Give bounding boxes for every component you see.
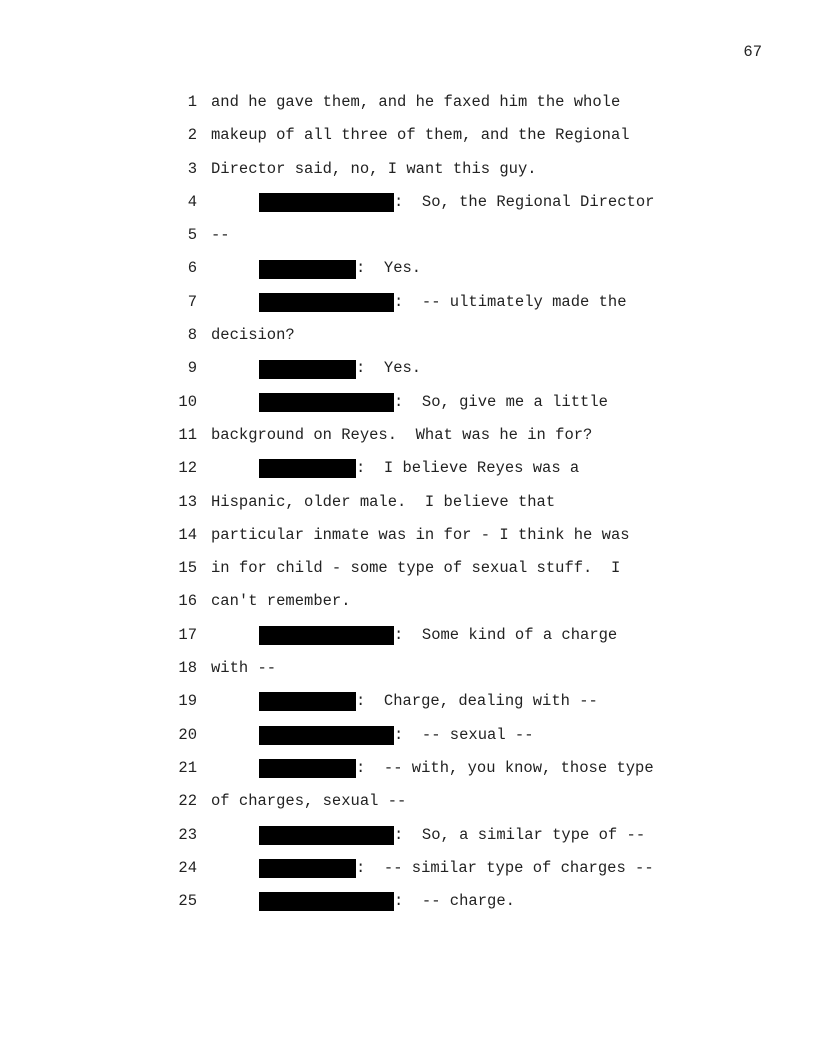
line-number: 16 (178, 592, 197, 611)
line-text: Director said, no, I want this guy. (211, 159, 537, 178)
speech-text: : -- similar type of charges -- (356, 858, 654, 877)
speech-text: : -- with, you know, those type (356, 758, 654, 777)
line-number: 19 (178, 692, 197, 711)
speaker-name-redaction (259, 726, 394, 745)
speech-text: : Yes. (356, 259, 422, 278)
line-number: 6 (187, 259, 197, 278)
speech-text: : -- ultimately made the (394, 292, 627, 311)
line-number: 20 (178, 725, 197, 744)
speaker-turn (259, 286, 627, 319)
transcript-line (0, 585, 816, 618)
transcript-line (0, 519, 816, 552)
transcript-line (0, 286, 816, 319)
line-number: 24 (178, 858, 197, 877)
speaker-name-redaction (259, 892, 394, 911)
speech-text: : Yes. (356, 359, 422, 378)
speaker-name-redaction (259, 459, 356, 478)
speaker-name-redaction (259, 626, 394, 645)
transcript-line (0, 452, 816, 485)
line-number: 8 (187, 326, 197, 345)
speaker-turn (259, 386, 608, 419)
speech-text: : So, a similar type of -- (394, 825, 646, 844)
speaker-turn (259, 352, 421, 385)
speaker-name-redaction (259, 692, 356, 711)
line-number: 21 (178, 758, 197, 777)
speech-text: : So, the Regional Director (394, 192, 655, 211)
speaker-turn (259, 685, 598, 718)
transcript-line (0, 86, 816, 119)
speaker-turn (259, 719, 534, 752)
transcript-line (0, 685, 816, 718)
transcript-line (0, 819, 816, 852)
speech-text: : Some kind of a charge (394, 625, 618, 644)
transcript-line (0, 785, 816, 818)
transcript-line (0, 719, 816, 752)
transcript-line (0, 219, 816, 252)
line-number: 13 (178, 492, 197, 511)
transcript-line (0, 153, 816, 186)
line-number: 2 (187, 126, 197, 145)
line-text: -- (211, 226, 230, 245)
line-number: 23 (178, 825, 197, 844)
transcript-line (0, 752, 816, 785)
line-text: background on Reyes. What was he in for? (211, 425, 593, 444)
speaker-turn (259, 852, 654, 885)
speaker-turn (259, 885, 515, 918)
speaker-turn (259, 619, 617, 652)
speaker-turn (259, 186, 654, 219)
line-number: 15 (178, 559, 197, 578)
transcript-line (0, 319, 816, 352)
line-number: 22 (178, 792, 197, 811)
line-number: 18 (178, 659, 197, 678)
speech-text: : -- sexual -- (394, 725, 534, 744)
line-number: 7 (187, 292, 197, 311)
line-text: decision? (211, 326, 295, 345)
speaker-name-redaction (259, 293, 394, 312)
speech-text: : Charge, dealing with -- (356, 692, 598, 711)
transcript-line (0, 352, 816, 385)
transcript-line (0, 486, 816, 519)
line-text: with -- (211, 659, 277, 678)
line-number: 14 (178, 525, 197, 544)
page-number: 67 (743, 43, 762, 61)
speaker-name-redaction (259, 260, 356, 279)
line-text: Hispanic, older male. I believe that (211, 492, 556, 511)
line-text: can't remember. (211, 592, 351, 611)
line-text: in for child - some type of sexual stuff. I (211, 559, 621, 578)
speaker-turn (259, 752, 654, 785)
speaker-name-redaction (259, 360, 356, 379)
transcript-line (0, 119, 816, 152)
line-number: 9 (187, 359, 197, 378)
line-number: 10 (178, 392, 197, 411)
speaker-name-redaction (259, 826, 394, 845)
speaker-name-redaction (259, 193, 394, 212)
speaker-turn (259, 252, 421, 285)
transcript-body (0, 86, 816, 918)
line-text: of charges, sexual -- (211, 792, 407, 811)
line-number: 17 (178, 625, 197, 644)
speaker-turn (259, 452, 579, 485)
line-number: 25 (178, 892, 197, 911)
transcript-line (0, 419, 816, 452)
speaker-turn (259, 819, 645, 852)
transcript-line (0, 186, 816, 219)
line-number: 4 (187, 192, 197, 211)
speaker-name-redaction (259, 759, 356, 778)
line-number: 1 (187, 93, 197, 111)
line-text: and he gave them, and he faxed him the whole (211, 93, 621, 111)
line-number: 11 (178, 425, 197, 444)
transcript-line (0, 252, 816, 285)
speaker-name-redaction (259, 393, 394, 412)
speech-text: : -- charge. (394, 892, 515, 911)
speaker-name-redaction (259, 859, 356, 878)
speech-text: : So, give me a little (394, 392, 608, 411)
transcript-line (0, 852, 816, 885)
transcript-line (0, 386, 816, 419)
line-number: 5 (187, 226, 197, 245)
line-text: makeup of all three of them, and the Regional (211, 126, 630, 145)
line-text: particular inmate was in for - I think he was (211, 525, 630, 544)
transcript-line (0, 652, 816, 685)
speech-text: : I believe Reyes was a (356, 459, 580, 478)
line-number: 12 (178, 459, 197, 478)
line-number: 3 (187, 159, 197, 178)
transcript-line (0, 552, 816, 585)
transcript-line (0, 619, 816, 652)
transcript-line (0, 885, 816, 918)
